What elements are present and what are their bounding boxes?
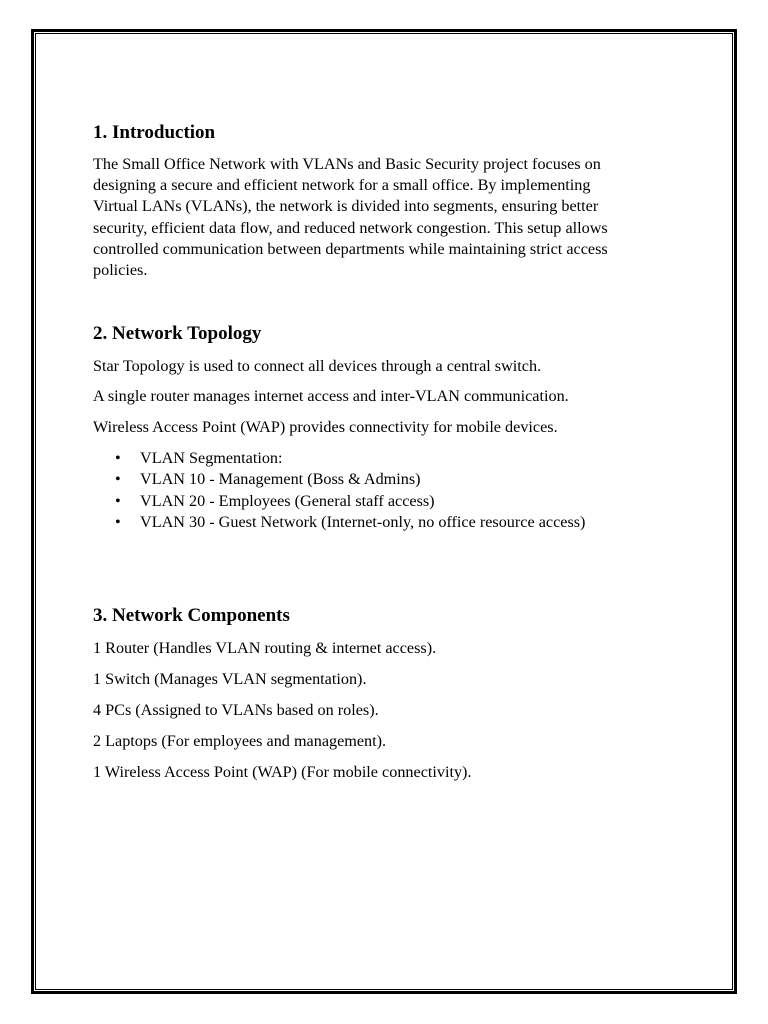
bullet-icon: •	[115, 470, 121, 489]
bullet-icon: •	[115, 449, 121, 467]
introduction-line: The Small Office Network with VLANs and Basic Security project focuses on	[93, 155, 601, 173]
topology-paragraph: A single router manages internet access and inter-VLAN communication.	[93, 387, 569, 405]
components-paragraph: 2 Laptops (For employees and management).	[93, 732, 387, 750]
vlan-bullet-list	[93, 448, 585, 533]
list-item	[93, 469, 585, 490]
introduction-line: controlled communication between departments while maintaining strict access	[93, 240, 608, 258]
components-paragraph: 4 PCs (Assigned to VLANs based on roles).	[93, 701, 379, 719]
topology-paragraph: Wireless Access Point (WAP) provides connectivity for mobile devices.	[93, 418, 558, 436]
topology-paragraph: Star Topology is used to connect all devices through a central switch.	[93, 357, 542, 375]
list-item-text: VLAN 10 - Management (Boss & Admins)	[140, 470, 421, 489]
introduction-heading: 1. Introduction	[93, 122, 216, 143]
topology-heading: 2. Network Topology	[93, 323, 262, 344]
components-heading: 3. Network Components	[93, 605, 290, 626]
introduction-line: Virtual LANs (VLANs), the network is divided into segments, ensuring better	[93, 197, 599, 215]
components-paragraph: 1 Switch (Manages VLAN segmentation).	[93, 670, 367, 688]
list-item	[93, 491, 585, 512]
bullet-icon: •	[115, 491, 121, 510]
bullet-icon: •	[115, 512, 121, 531]
components-paragraph: 1 Wireless Access Point (WAP) (For mobile connectivity).	[93, 763, 472, 781]
list-item	[93, 512, 585, 533]
introduction-line: security, efficient data flow, and reduced network congestion. This setup allows	[93, 219, 608, 237]
list-item-text: VLAN Segmentation:	[140, 449, 283, 467]
list-item-text: VLAN 30 - Guest Network (Internet-only, no office resource access)	[140, 512, 586, 531]
introduction-line: policies.	[93, 261, 148, 279]
introduction-line: designing a secure and efficient network for a small office. By implementing	[93, 176, 591, 194]
components-paragraph: 1 Router (Handles VLAN routing & internet access).	[93, 639, 437, 657]
list-item-text: VLAN 20 - Employees (General staff access)	[140, 491, 435, 510]
list-item	[93, 448, 585, 469]
